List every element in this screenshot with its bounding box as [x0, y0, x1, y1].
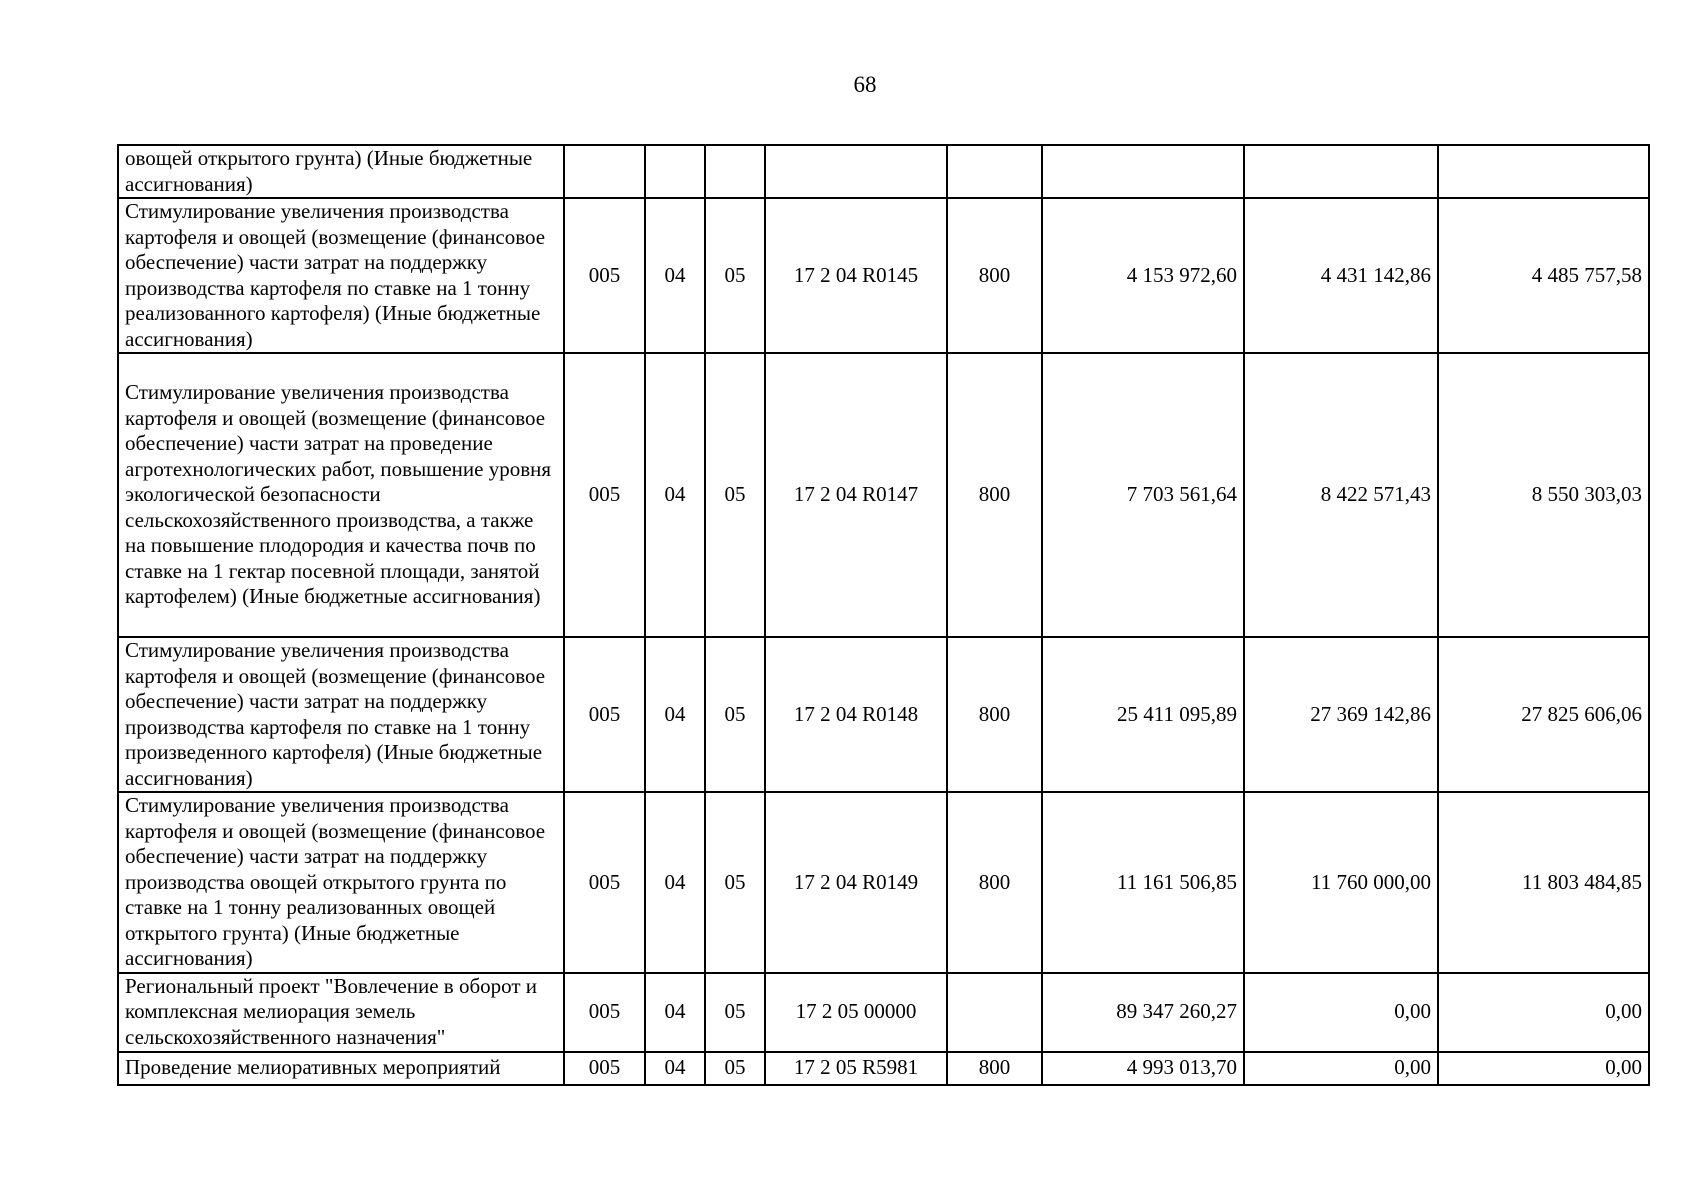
cell-vr	[947, 145, 1042, 198]
cell-name: Стимулирование увеличения производства картофеля и овощей (возмещение (финансовое обеспечение) части затрат на поддержку производства картофеля по ставке на 1 тонну реализованного картофеля) (Иные бюджетные ассигнования)	[118, 198, 564, 353]
cell-name: Стимулирование увеличения производства картофеля и овощей (возмещение (финансовое обеспечение) части затрат на поддержку производства картофеля по ставке на 1 тонну произведенного картофеля) (Иные бюджетные ассигнования)	[118, 637, 564, 792]
table-row	[118, 353, 1649, 637]
table-row	[118, 1052, 1649, 1085]
cell-sum-2: 0,00	[1244, 973, 1438, 1052]
cell-csr	[765, 145, 947, 198]
cell-vr	[947, 973, 1042, 1052]
cell-sum-2: 4 431 142,86	[1244, 198, 1438, 353]
cell-sum-1: 89 347 260,27	[1042, 973, 1244, 1052]
cell-sum-2: 8 422 571,43	[1244, 353, 1438, 637]
cell-sum-3: 0,00	[1438, 973, 1649, 1052]
cell-pr	[705, 145, 765, 198]
cell-sum-3: 11 803 484,85	[1438, 792, 1649, 973]
cell-rz	[645, 145, 705, 198]
cell-sum-3: 27 825 606,06	[1438, 637, 1649, 792]
cell-ved	[564, 145, 645, 198]
cell-sum-1: 7 703 561,64	[1042, 353, 1244, 637]
cell-vr: 800	[947, 637, 1042, 792]
cell-ved: 005	[564, 353, 645, 637]
table-row	[118, 145, 1649, 198]
cell-sum-3	[1438, 145, 1649, 198]
cell-sum-2: 0,00	[1244, 1052, 1438, 1085]
cell-pr: 05	[705, 198, 765, 353]
cell-sum-1: 25 411 095,89	[1042, 637, 1244, 792]
cell-ved: 005	[564, 198, 645, 353]
cell-ved: 005	[564, 1052, 645, 1085]
cell-pr: 05	[705, 637, 765, 792]
cell-sum-1: 4 993 013,70	[1042, 1052, 1244, 1085]
cell-name: Стимулирование увеличения производства картофеля и овощей (возмещение (финансовое обеспечение) части затрат на проведение агротехнологических работ, повышение уровня экологической безопасности сельскохозяйственного производства, а также на повышение плодородия и качества почв по ставке на 1 гектар посевной площади, занятой картофелем) (Иные бюджетные ассигнования)	[118, 353, 564, 637]
cell-csr: 17 2 04 R0148	[765, 637, 947, 792]
cell-name: Стимулирование увеличения производства картофеля и овощей (возмещение (финансовое обеспечение) части затрат на поддержку производства овощей открытого грунта по ставке на 1 тонну реализованных овощей открытого грунта) (Иные бюджетные ассигнования)	[118, 792, 564, 973]
cell-rz: 04	[645, 637, 705, 792]
cell-csr: 17 2 05 00000	[765, 973, 947, 1052]
cell-vr: 800	[947, 1052, 1042, 1085]
budget-table	[117, 144, 1650, 1086]
table-row	[118, 973, 1649, 1052]
cell-csr: 17 2 04 R0149	[765, 792, 947, 973]
cell-ved: 005	[564, 973, 645, 1052]
table-row	[118, 637, 1649, 792]
cell-vr: 800	[947, 792, 1042, 973]
cell-name: Региональный проект "Вовлечение в оборот и комплексная мелиорация земель сельскохозяйственного назначения"	[118, 973, 564, 1052]
cell-sum-2: 27 369 142,86	[1244, 637, 1438, 792]
cell-rz: 04	[645, 198, 705, 353]
cell-vr: 800	[947, 198, 1042, 353]
cell-rz: 04	[645, 1052, 705, 1085]
cell-sum-3: 0,00	[1438, 1052, 1649, 1085]
cell-pr: 05	[705, 1052, 765, 1085]
cell-rz: 04	[645, 973, 705, 1052]
cell-sum-1: 4 153 972,60	[1042, 198, 1244, 353]
cell-ved: 005	[564, 792, 645, 973]
cell-csr: 17 2 05 R5981	[765, 1052, 947, 1085]
cell-sum-3: 8 550 303,03	[1438, 353, 1649, 637]
cell-ved: 005	[564, 637, 645, 792]
table-row	[118, 198, 1649, 353]
cell-csr: 17 2 04 R0145	[765, 198, 947, 353]
cell-sum-2	[1244, 145, 1438, 198]
cell-name: Проведение мелиоративных мероприятий	[118, 1052, 564, 1085]
cell-sum-2: 11 760 000,00	[1244, 792, 1438, 973]
cell-csr: 17 2 04 R0147	[765, 353, 947, 637]
cell-name: овощей открытого грунта) (Иные бюджетные ассигнования)	[118, 145, 564, 198]
cell-sum-1: 11 161 506,85	[1042, 792, 1244, 973]
table-body	[118, 145, 1649, 1085]
cell-sum-1	[1042, 145, 1244, 198]
cell-sum-3: 4 485 757,58	[1438, 198, 1649, 353]
cell-pr: 05	[705, 973, 765, 1052]
cell-pr: 05	[705, 353, 765, 637]
cell-pr: 05	[705, 792, 765, 973]
table-row	[118, 792, 1649, 973]
page-number: 68	[853, 72, 877, 97]
cell-vr: 800	[947, 353, 1042, 637]
cell-rz: 04	[645, 792, 705, 973]
cell-rz: 04	[645, 353, 705, 637]
